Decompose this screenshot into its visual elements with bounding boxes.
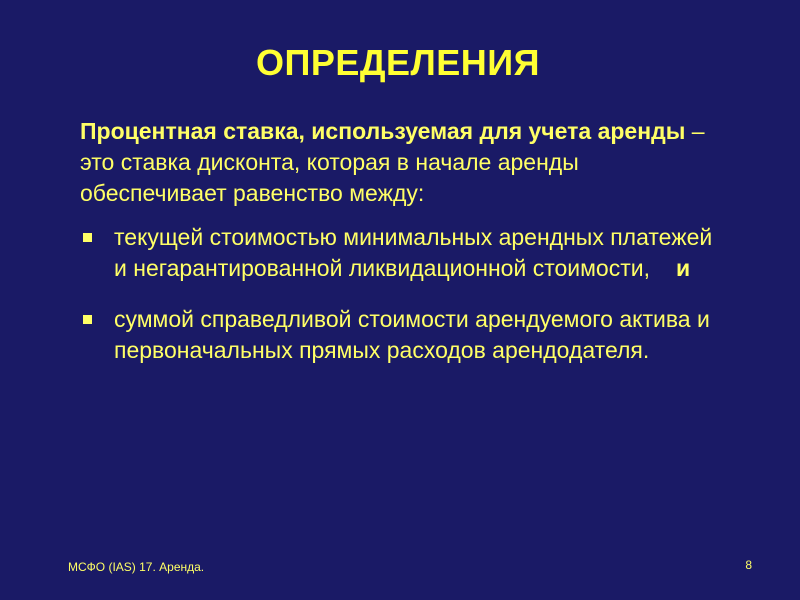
bullet-text: суммой справедливой стоимости арендуемого актива и первоначальных прямых расходов арендодателя. [114,306,710,363]
bullet-conjunction: и [676,255,691,281]
slide-body [80,116,730,386]
slide-title: ОПРЕДЕЛЕНИЯ [255,42,541,83]
list-item [80,304,730,366]
bullet-list [80,222,730,366]
footer-source: МСФО (IAS) 17. Аренда. [68,560,205,574]
definition-text: – это ставка дисконта, которая в начале аренды обеспечивает равенство между: [80,118,705,206]
bullet-text: текущей стоимостью минимальных арендных платежей и негарантированной ликвидационной стоимости, [114,224,713,281]
square-bullet-icon [83,233,92,242]
page-number: 8 [745,558,752,572]
defined-term: Процентная ставка, используемая для учета аренды [80,118,686,144]
square-bullet-icon [83,315,92,324]
list-item [80,222,730,284]
definition-intro [80,116,730,209]
